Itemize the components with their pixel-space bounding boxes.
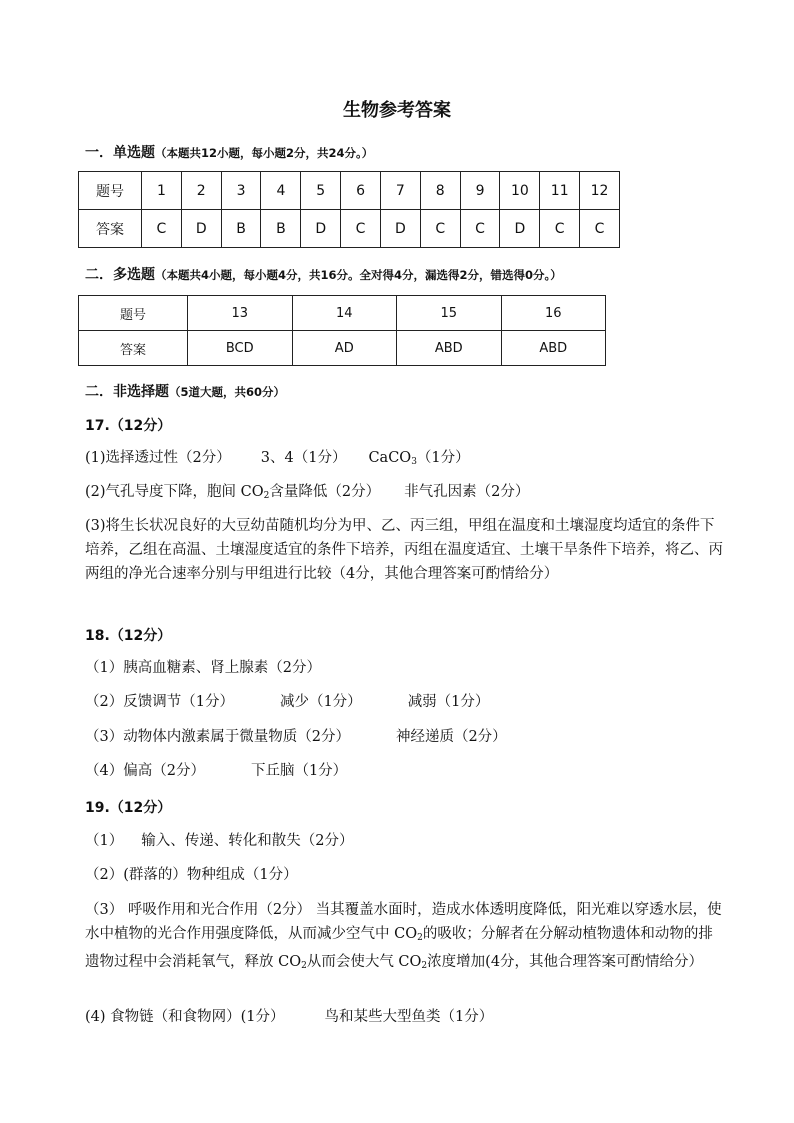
q17-answer-1c [368, 450, 469, 466]
question-number: 9 [460, 172, 500, 210]
section3-note: （5道大题，共60分） [169, 385, 286, 399]
answer-cell: C [142, 210, 182, 248]
answer-cell: C [460, 210, 500, 248]
subscript: 2 [301, 961, 307, 971]
question-number: 4 [261, 172, 301, 210]
q19-answer-1b: 输入、传递、转化和散失（2分） [141, 833, 354, 849]
row-label: 题号 [79, 172, 142, 210]
q18-answer-1: （1）胰高血糖素、肾上腺素（2分） [85, 660, 321, 676]
answer-cell: D [500, 210, 540, 248]
answer-text: (2)气孔导度下降，胞间 CO [85, 484, 264, 500]
question-number: 12 [580, 172, 620, 210]
question-number: 14 [292, 296, 397, 331]
q18-header: 18.（12分） [85, 628, 172, 644]
section3-heading [85, 381, 285, 401]
subscript: 2 [421, 961, 428, 971]
table-row-answers [79, 331, 606, 366]
question-number: 11 [540, 172, 580, 210]
subscript: 2 [417, 933, 423, 943]
answer-cell: D [181, 210, 221, 248]
section1-title: 一．单选题 [85, 145, 155, 161]
q17-line2 [85, 480, 725, 508]
q19-answer-4b: 鸟和某些大型鱼类（1分） [324, 1009, 494, 1025]
q17-answer-2b: 非气孔因素（2分） [404, 484, 530, 500]
answer-cell: ABD [397, 331, 502, 366]
question-number: 5 [301, 172, 341, 210]
answer-text: 浓度增加(4分，其他合理答案可酌情给分） [427, 954, 704, 970]
section2-note: （本题共4小题，每小题4分，共16分。全对得4分，漏选得2分，错选得0分。） [155, 268, 562, 282]
score-text: （1分） [416, 450, 470, 466]
q17-answer-1b: 3、4（1分） [260, 450, 347, 466]
section3-title: 二．非选择题 [85, 384, 169, 400]
q18-answer-2a: （2）反馈调节（1分） [85, 694, 234, 710]
answer-cell: C [420, 210, 460, 248]
answer-cell: D [301, 210, 341, 248]
row-label: 答案 [79, 331, 188, 366]
multi-choice-answer-table [78, 295, 606, 366]
page-title: 生物参考答案 [343, 100, 451, 121]
table-row-answers [79, 210, 620, 248]
answer-cell: C [341, 210, 381, 248]
answer-cell: D [380, 210, 420, 248]
q18-line3 [85, 725, 725, 749]
formula-text: CaCO [368, 450, 412, 466]
section2-title: 二．多选题 [85, 267, 155, 283]
q19-header: 19.（12分） [85, 800, 172, 816]
q17-answer-1: (1)选择透过性（2分） [85, 450, 231, 466]
q19-line4 [85, 1005, 725, 1029]
question-number: 15 [397, 296, 502, 331]
section2-heading [85, 264, 562, 284]
question-number: 8 [420, 172, 460, 210]
question-number: 13 [188, 296, 293, 331]
q18-answer-3b: 神经递质（2分） [395, 729, 507, 745]
answer-text: 从而会使大气 CO [306, 954, 422, 970]
single-choice-answer-table [78, 171, 620, 248]
table-row-numbers [79, 296, 606, 331]
answer-cell: AD [292, 331, 397, 366]
q18-answer-4a: （4）偏高（2分） [85, 763, 205, 779]
question-number: 1 [142, 172, 182, 210]
answer-text: 的吸收；分解者在分解动植物遗体和动物的排遗物过程中会消耗氧气，释放 CO [85, 926, 713, 970]
answer-cell: ABD [501, 331, 606, 366]
section1-note: （本题共12小题，每小题2分，共24分。） [155, 146, 374, 160]
q18-answer-2b: 减少（1分） [279, 694, 362, 710]
section1-heading [85, 142, 373, 162]
q18-answer-4b: 下丘脑（1分） [250, 763, 348, 779]
q19-answer-4a: (4) 食物链（和食物网）(1分） [85, 1009, 285, 1025]
q17-line1 [85, 446, 725, 474]
question-number: 7 [380, 172, 420, 210]
question-number: 2 [181, 172, 221, 210]
answer-text: 含量降低（2分） [269, 484, 381, 500]
q18-line2 [85, 690, 725, 714]
answer-cell: B [261, 210, 301, 248]
q19-line1 [85, 829, 725, 853]
subscript: 3 [411, 457, 417, 467]
row-label: 题号 [79, 296, 188, 331]
q19-answer-3 [85, 898, 725, 978]
q17-header: 17.（12分） [85, 418, 172, 434]
q18-line4 [85, 759, 725, 783]
question-number: 3 [221, 172, 261, 210]
q17-answer-2 [85, 484, 380, 500]
answer-cell: C [580, 210, 620, 248]
q18-answer-3a: （3）动物体内激素属于微量物质（2分） [85, 729, 350, 745]
q17-answer-3: (3)将生长状况良好的大豆幼苗随机均分为甲、乙、丙三组，甲组在温度和土壤湿度均适宜的条件下培养，乙组在高温、土壤湿度适宜的条件下培养，丙组在温度适宜、土壤干旱条件下培养，将乙、丙两组的净光合速率分别与甲组进行比较（4分，其他合理答案可酌情给分） [85, 518, 723, 582]
answer-cell: BCD [188, 331, 293, 366]
q19-answer-2: （2）(群落的）物种组成（1分） [85, 867, 298, 883]
subscript: 2 [263, 491, 270, 501]
answer-cell: C [540, 210, 580, 248]
answer-cell: B [221, 210, 261, 248]
question-number: 16 [501, 296, 606, 331]
answer-text: （3） 呼吸作用和光合作用（2分） 当其覆盖水面时，造成水体透明度降低，阳光难以穿透水层，使水中植物的光合作用强度降低，从而减少空气中 CO [85, 902, 722, 942]
q18-answer-2c: 减弱（1分） [407, 694, 490, 710]
q19-answer-1a: （1） [85, 833, 124, 849]
row-label: 答案 [79, 210, 142, 248]
table-row-numbers [79, 172, 620, 210]
question-number: 6 [341, 172, 381, 210]
question-number: 10 [500, 172, 540, 210]
